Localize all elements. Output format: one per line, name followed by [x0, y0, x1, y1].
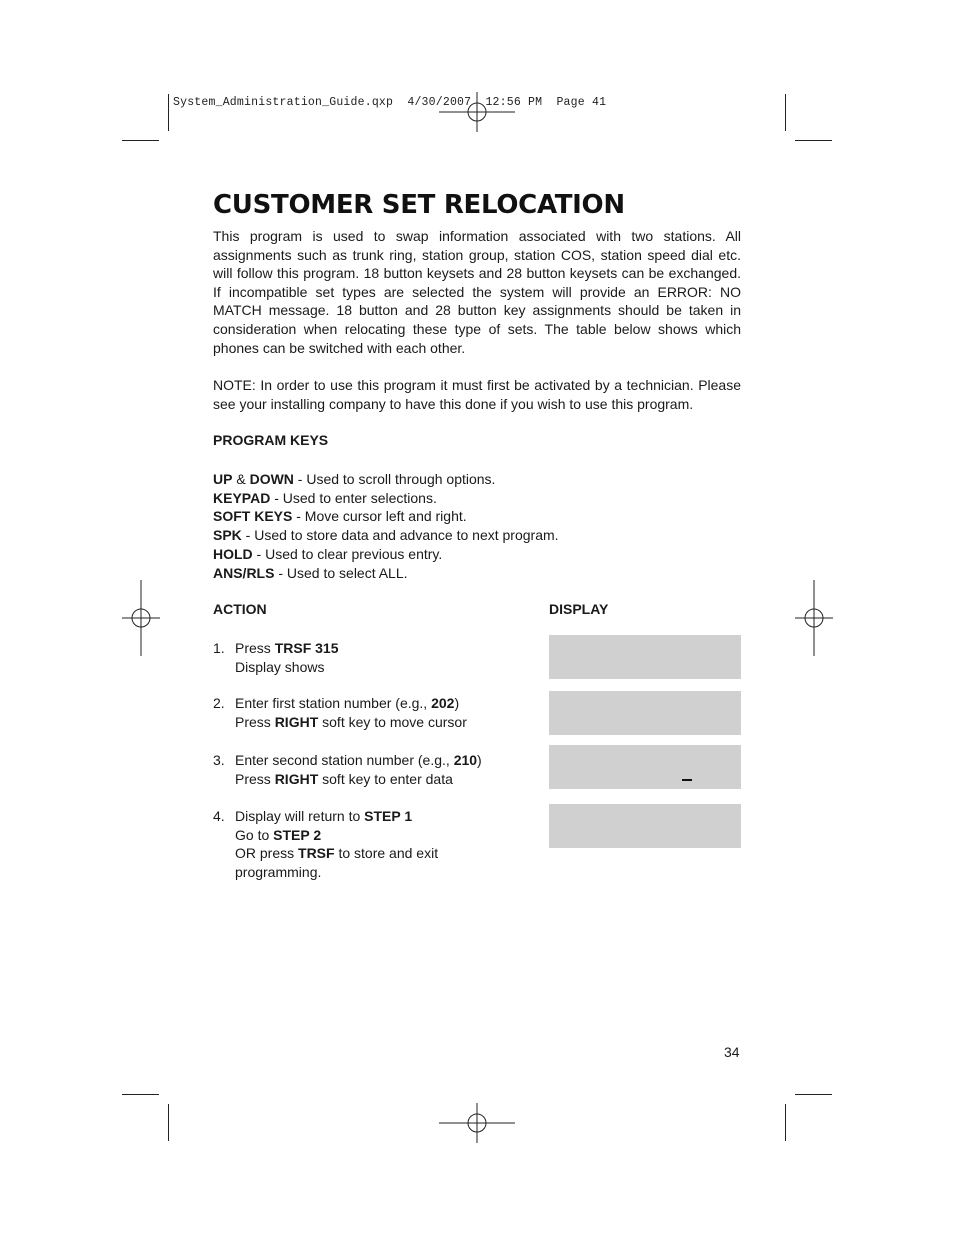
note-paragraph: NOTE: In order to use this program it must first be activated by a technician. Please see your installing company to have this done if you wish to use this program.	[213, 377, 741, 412]
program-key-item: ANS/RLS - Used to select ALL.	[213, 564, 408, 581]
crop-mark-tr-h	[795, 140, 832, 141]
page-title: CUSTOMER SET RELOCATION	[213, 190, 625, 220]
crop-mark-tl-v	[168, 94, 169, 131]
lcd-display-step-1	[549, 635, 741, 679]
program-key-item: SOFT KEYS - Move cursor left and right.	[213, 508, 467, 525]
crop-mark-br-v	[785, 1104, 786, 1141]
intro-paragraph: This program is used to swap information associated with two stations. All assignments such as trunk ring, station group, station COS, station speed dial etc. will follow this program. 18 button keysets and 28 button keysets can be exchanged. If incompatible set types are selected the system will provide an ERROR: NO MATCH message. 18 button and 28 button key assignments should be taken in consideration when relocating these type of sets. The table below shows which phones can be switched with each other.	[213, 228, 741, 356]
program-key-item: HOLD - Used to clear previous entry.	[213, 545, 443, 562]
page-number: 34	[724, 1044, 740, 1060]
crop-mark-bl-h	[122, 1094, 159, 1095]
crop-mark-br-h	[795, 1094, 832, 1095]
step-number: 2.	[213, 695, 225, 711]
registration-mark-left	[122, 580, 160, 656]
step-number: 1.	[213, 640, 225, 656]
program-key-item: UP & DOWN - Used to scroll through options.	[213, 471, 496, 487]
step-number: 4.	[213, 808, 225, 824]
program-key-item: KEYPAD - Used to enter selections.	[213, 489, 437, 506]
lcd-display-step-3	[549, 745, 741, 789]
lcd-cursor	[682, 779, 692, 781]
lcd-display-step-2	[549, 691, 741, 735]
program-keys-heading: PROGRAM KEYS	[213, 432, 329, 448]
crop-mark-tl-h	[122, 140, 159, 141]
program-key-item: SPK - Used to store data and advance to next program.	[213, 527, 559, 544]
lcd-display-step-4	[549, 804, 741, 848]
program-keys-list	[213, 470, 559, 582]
display-heading: DISPLAY	[549, 601, 609, 617]
registration-mark-top	[439, 92, 515, 132]
registration-mark-bottom	[439, 1103, 515, 1143]
step-number: 3.	[213, 752, 225, 768]
registration-mark-right	[795, 580, 833, 656]
crop-mark-tr-v	[785, 94, 786, 131]
print-slug-line: System_Administration_Guide.qxp 4/30/2007 12:56 PM Page 41	[173, 96, 607, 109]
crop-mark-bl-v	[168, 1104, 169, 1141]
action-heading: ACTION	[213, 601, 267, 617]
